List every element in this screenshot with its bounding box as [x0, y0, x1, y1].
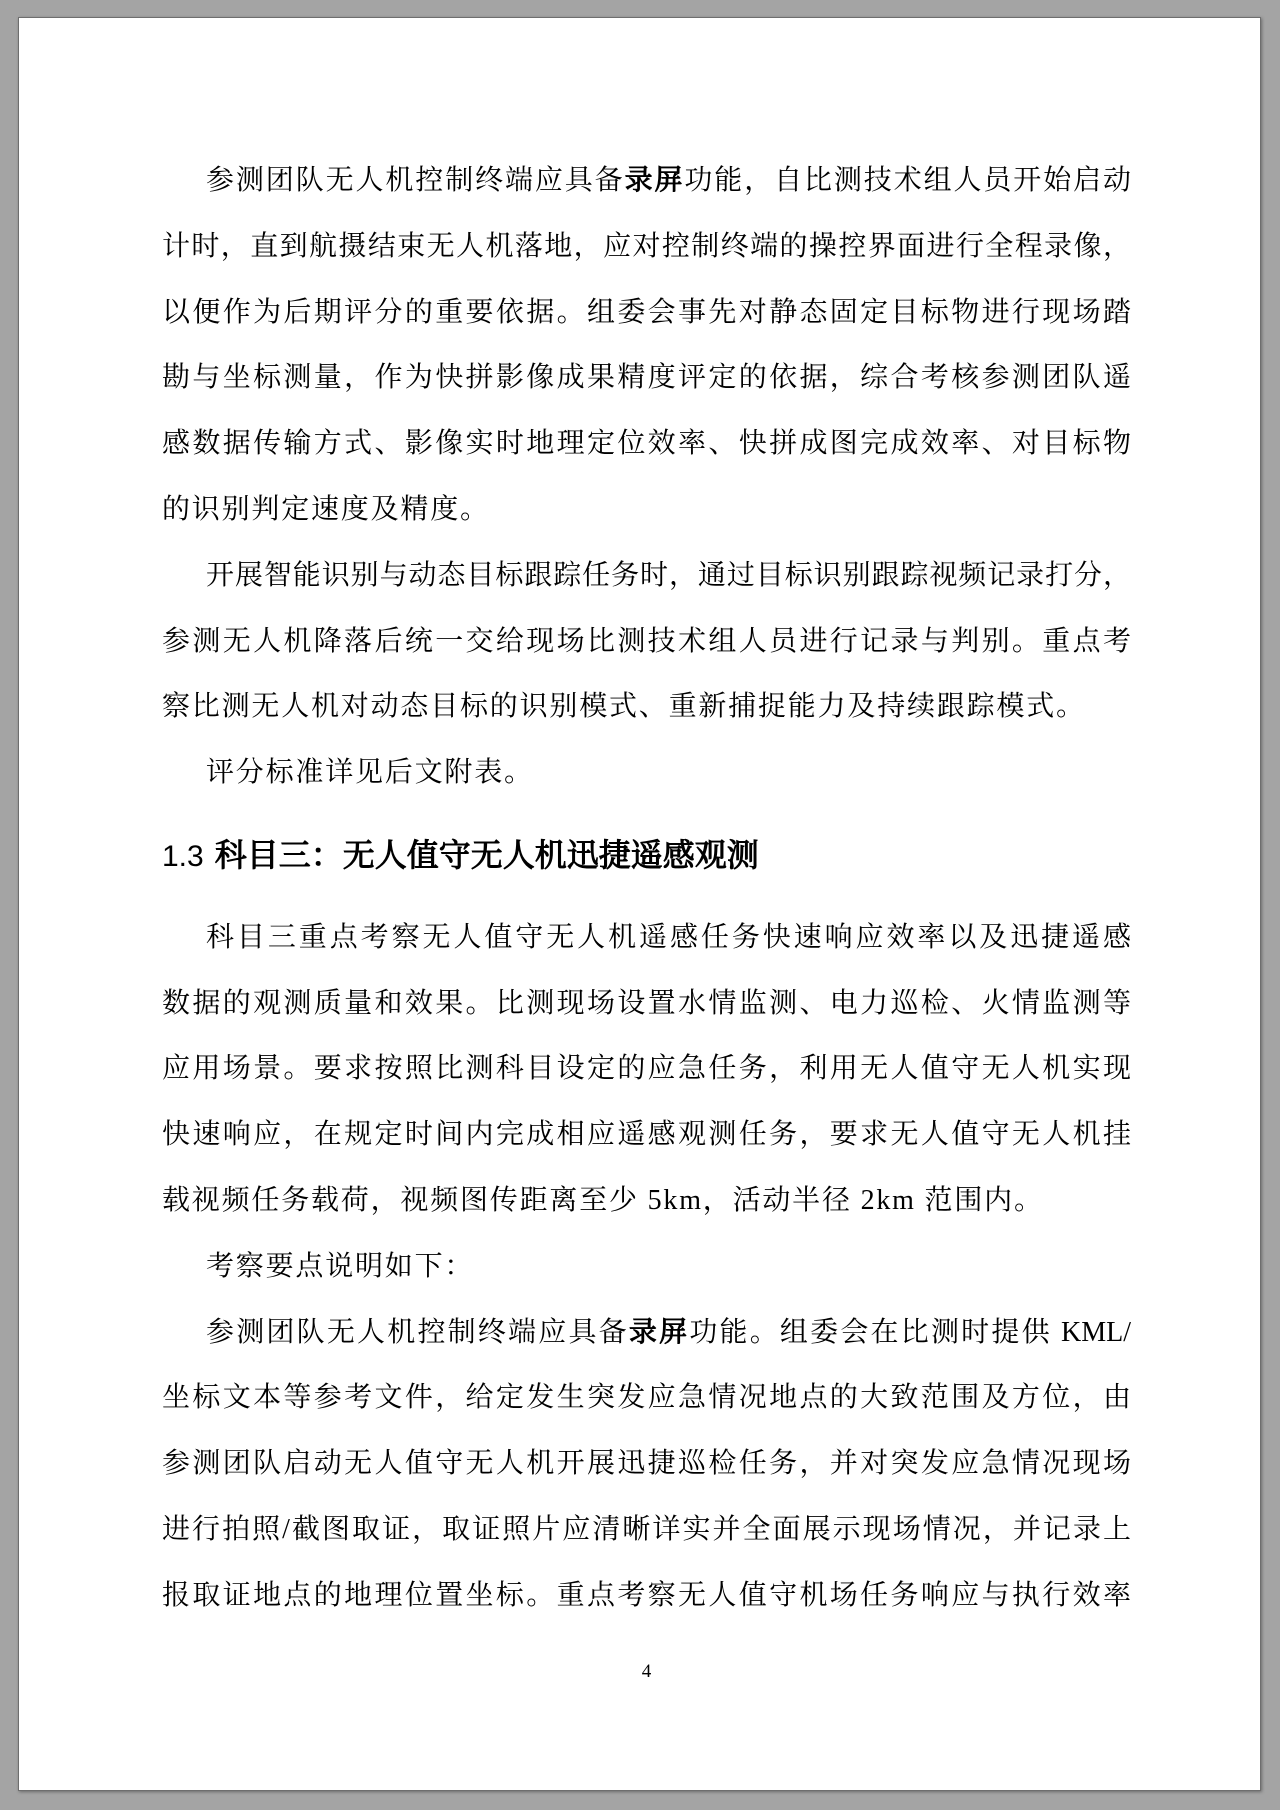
text-line — [162, 1300, 1131, 1366]
body-paragraph — [162, 905, 1131, 1234]
text-line — [162, 148, 1131, 214]
emphasis-text: 录屏 — [628, 1316, 690, 1348]
text-run: 参测团队无人机控制终端应具备 — [206, 1316, 629, 1348]
text-line: 坐标文本等参考文件，给定发生突发应急情况地点的大致范围及方位，由 — [162, 1382, 1131, 1414]
body-paragraph — [162, 1234, 1131, 1300]
text-line: 察比测无人机对动态目标的识别模式、重新捕捉能力及持续跟踪模式。 — [162, 691, 1086, 723]
text-line: 感数据传输方式、影像实时地理定位效率、快拼成图完成效率、对目标物 — [162, 428, 1131, 460]
text-line: 计时，直到航摄结束无人机落地，应对控制终端的操控界面进行全程录像， — [162, 230, 1131, 262]
text-line: 报取证地点的地理位置坐标。重点考察无人值守机场任务响应与执行效率 — [162, 1579, 1131, 1611]
section-number: 1.3 — [162, 839, 204, 873]
page-number: 4 — [641, 1661, 652, 1682]
text-line: 的识别判定速度及精度。 — [162, 493, 490, 525]
text-line: 数据的观测质量和效果。比测现场设置水情监测、电力巡检、火情监测等 — [162, 987, 1131, 1019]
text-line: 开展智能识别与动态目标跟踪任务时，通过目标识别跟踪视频记录打分， — [206, 559, 1131, 591]
section-heading — [162, 823, 1131, 889]
body-paragraph — [162, 740, 1131, 806]
emphasis-text: 录屏 — [624, 165, 685, 196]
body-paragraph — [162, 1300, 1131, 1629]
body-paragraph — [162, 148, 1131, 543]
text-line: 进行拍照/截图取证，取证照片应清晰详实并全面展示现场情况，并记录上 — [162, 1513, 1131, 1545]
text-line: 勘与坐标测量，作为快拼影像成果精度评定的依据，综合考核参测团队遥 — [162, 362, 1131, 394]
body-paragraph — [162, 543, 1131, 740]
text-line: 应用场景。要求按照比测科目设定的应急任务，利用无人值守无人机实现 — [162, 1053, 1131, 1085]
text-run: 功能。组委会在比测时提供 KML/ — [689, 1316, 1131, 1348]
text-line: 载视频任务载荷，视频图传距离至少 5km，活动半径 2km 范围内。 — [162, 1184, 1044, 1216]
document-body — [162, 148, 1131, 1629]
text-run: 参测团队无人机控制终端应具备 — [206, 165, 625, 196]
document-page — [18, 17, 1261, 1791]
text-line: 以便作为后期评分的重要依据。组委会事先对静态固定目标物进行现场踏 — [162, 296, 1131, 328]
text-line: 科目三重点考察无人值守无人机遥感任务快速响应效率以及迅捷遥感 — [206, 921, 1131, 953]
text-line: 评分标准详见后文附表。 — [206, 757, 534, 789]
section-title: 科目三：无人值守无人机迅捷遥感观测 — [214, 836, 759, 873]
text-line: 快速响应，在规定时间内完成相应遥感观测任务，要求无人值守无人机挂 — [162, 1119, 1131, 1151]
text-run: 功能，自比测技术组人员开始启动 — [684, 165, 1131, 196]
text-line: 参测团队启动无人值守无人机开展迅捷巡检任务，并对突发应急情况现场 — [162, 1448, 1131, 1480]
text-line: 考察要点说明如下： — [206, 1250, 475, 1282]
text-line: 参测无人机降落后统一交给现场比测技术组人员进行记录与判别。重点考 — [162, 625, 1131, 657]
